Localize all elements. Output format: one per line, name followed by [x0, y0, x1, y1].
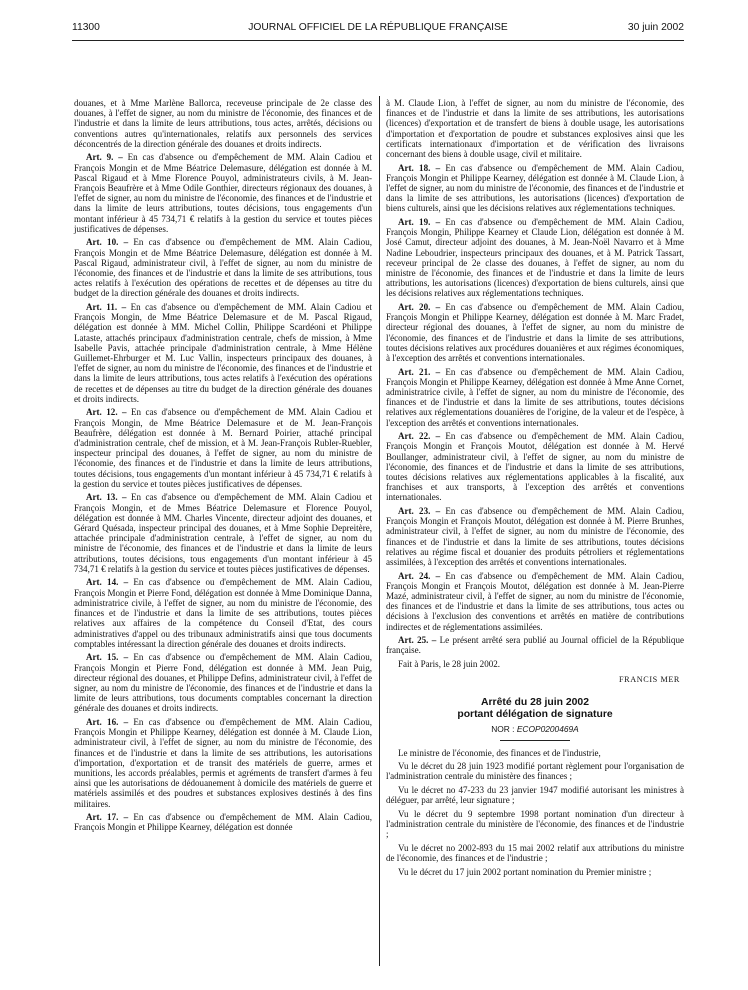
article-paragraph: [386, 635, 684, 655]
header-rule: [72, 40, 684, 41]
journal-title: JOURNAL OFFICIEL DE LA RÉPUBLIQUE FRANÇAISE: [248, 22, 508, 33]
article-text: En cas d'absence ou d'empêchement de MM. Alain Cadiou, François Mongin et Pierre Fond, délégation est donnée à MM. Jean Puig, directeur régional des douanes, et Philippe Defins, administrateur civil, à l'effet de signer, au nom du ministre de l'économie, des finances et de l'industrie et dans la limite de leurs attributions, tous documents comptables concernant la direction générale des douanes et droits indirects.: [74, 652, 372, 714]
article-paragraph: [386, 431, 684, 502]
arrete-paragraph: Le ministre de l'économie, des finances et de l'industrie,: [398, 747, 601, 758]
article-text: Le présent arrêté sera publié au Journal officiel de la République française.: [386, 635, 684, 656]
issue-date: 30 juin 2002: [627, 22, 684, 33]
article-text: En cas d'absence ou d'empêchement de MM. Alain Cadiou et François Mongin, et de Mmes Béatrice Delemasure et Florence Pouyol, délégation est donnée à MM. Charles Vincente, directeur adjoint des douanes, et Gérard Quésada, inspecteur principal des douanes, et à Mme Sophie Depreitère, attachée principale d'administration centrale, à l'effet de signer, au nom du ministre de l'économie, des finances et de l'industrie et dans la limite de leurs attributions, toutes décisions, tous engagements d'un montant inférieur à 45 734,71 € relatifs à la gestion du service et toutes pièces justificatives de dépenses.: [74, 492, 372, 574]
article-paragraph: [386, 302, 684, 363]
title-rule: [500, 740, 570, 741]
nor-label: NOR :: [491, 724, 517, 735]
article-paragraph: [386, 506, 684, 567]
article-text: à M. Claude Lion, à l'effet de signer, au nom du ministre de l'économie, des finances et de l'industrie et dans la limite de ses attributions, les autorisations (licences) d'exportation et de transfert de biens à double usage, les autorisations d'importation et d'exportation de poudre et substances explosives ainsi que les certificats internationaux d'importation et de vérification des livraisons concernant des biens à double usage, civil et militaire.: [386, 98, 684, 160]
article-number: Art. 25. –: [398, 635, 437, 646]
article-text: En cas d'absence ou d'empêchement de MM. Alain Cadiou et François Mongin, de Mme Béatrice Delemasure et de M. Pascal Rigaud, délégation est donnée à MM. Michel Collin, Philippe Scardéoni et Philippe Lataste, attachés principaux d'administration centrale, chefs de mission, à Mme Isabelle Pavis, attachée principale d'administration centrale, à Mme Hélène Guillemet-Ehrburger et M. Luc Vallin, inspecteurs principaux des douanes, à l'effet de signer, au nom du ministre de l'économie, des finances et de l'industrie et dans la limite de leurs attributions, tous actes relatifs à l'exécution des opérations de recettes et de dépenses au titre du budget de la direction générale des douanes et droits indirects.: [74, 302, 372, 404]
article-text: En cas d'absence ou d'empêchement de MM. Alain Cadiou et François Mongin et de Mme Béatrice Delemasure, délégation est donnée à M. Pascal Rigaud et à Mme Florence Pouyol, administrateurs civils, à M. Jean-François Beaufrère et à Mme Odile Gonthier, directeurs régionaux des douanes, à l'effet de signer, au nom du ministre de l'économie, des finances et de l'industrie et dans la limite de leurs attributions, toutes décisions, tous engagements d'un montant inférieur à 45 734,71 € relatifs à la gestion du service et toutes pièces justificatives de dépenses.: [74, 152, 372, 234]
article-paragraph: [74, 407, 372, 489]
arrete-paragraph: Vu le décret no 2002-893 du 15 mai 2002 relatif aux attributions du ministre de l'économie, des finances et de l'industrie ;: [386, 842, 684, 864]
article-number: Art. 15. –: [86, 652, 129, 663]
arrete-paragraph: Vu le décret du 9 septembre 1998 portant nomination d'un directeur à l'administration centrale du ministère de l'économie, des finances et de l'industrie ;: [386, 808, 684, 840]
article-paragraph: [386, 163, 684, 214]
article-text: En cas d'absence ou d'empêchement de MM. Alain Cadiou, François Mongin et François Moutot, délégation est donnée à M. Pierre Brunhes, administrateur civil, à l'effet de signer, au nom du ministre de l'économie, des finances et de l'industrie et dans la limite de ses attributions, toutes décisions relatives au régime fiscal et douanier des produits pétroliers et réglementations assimilées, à l'exception des arrêtés et conventions internationales.: [386, 506, 684, 568]
article-text: En cas d'absence ou d'empêchement de MM. Alain Cadiou, François Mongin et Philippe Kearney, délégation est donnée à M. Claude Lion, administrateur civil, à l'effet de signer, au nom du ministre de l'économie, des finances et de l'industrie et dans la limite de ses attributions, les autorisations d'importation, d'exportation et de transit des matériels de guerre, armes et munitions, les accords préalables, permis et agréments de transfert d'armes à feu ainsi que les autorisations de dédouanement à domicile des matériels de guerre et matériels assimilés et des poudres et substances explosives destinés à des fins militaires.: [74, 716, 372, 809]
signature: FRANCIS MER: [619, 675, 680, 685]
article-number: Art. 9. –: [86, 152, 123, 163]
article-number: Art. 11. –: [86, 302, 127, 313]
article-number: Art. 14. –: [86, 577, 129, 588]
right-column-articles: [386, 98, 684, 656]
article-number: Art. 17. –: [86, 812, 129, 823]
article-paragraph: [74, 652, 372, 713]
article-paragraph: [74, 152, 372, 234]
left-column: [74, 98, 372, 836]
article-text: En cas d'absence ou d'empêchement de MM. Alain Cadiou, François Mongin et Philippe Kearney, délégation est donnée à Mme Anne Cornet, administratrice civile, à l'effet de signer, au nom du ministre de l'économie, des finances et de l'industrie et dans la limite de ses attributions, toutes décisions relatives aux réglementations douanières de l'origine, de la valeur et de l'espèce, à l'exception des arrêtés et conventions internationales.: [386, 366, 684, 428]
article-paragraph: [74, 717, 372, 809]
page-header: [72, 22, 684, 38]
page-number: 11300: [72, 22, 100, 33]
article-text: En cas d'absence ou d'empêchement de MM. Alain Cadiou et François Mongin, de Mme Béatrice Delemasure et de M. Jean-François Beaufrère, délégation est donnée à M. Bernard Poirier, attaché principal d'administration centrale, chef de mission, et à M. Jean-François Rubler-Ruebler, inspecteur principal des douanes, à l'effet de signer, au nom du ministre de l'économie, des finances et de l'industrie et dans la limite de leurs attributions, toutes décisions, tous engagements d'un montant inférieur à 45 734,71 € relatifs à la gestion du service et toutes pièces justificatives de dépenses.: [74, 407, 372, 489]
article-text: En cas d'absence ou d'empêchement de MM. Alain Cadiou, François Mongin et Philippe Kearney, délégation est donnée à M. Claude Lion, à l'effet de signer, au nom du ministre de l'économie, des finances et de l'industrie et dans la limite de ses attributions, les autorisations (licences) d'exportation de biens culturels, ainsi que les décisions relatives aux réglementations techniques.: [386, 162, 684, 214]
arrete-body: [386, 748, 684, 877]
arrete-title-line1: Arrêté du 28 juin 2002: [481, 697, 589, 709]
article-paragraph: [74, 302, 372, 404]
nor-code: ECOP0200469A: [516, 724, 579, 735]
article-number: Art. 22. –: [398, 431, 441, 442]
place-date: Fait à Paris, le 28 juin 2002.: [398, 659, 501, 670]
article-paragraph: [74, 812, 372, 832]
article-number: Art. 20. –: [398, 302, 441, 313]
column-divider: [379, 96, 380, 966]
article-paragraph: [386, 217, 684, 299]
article-number: Art. 16. –: [86, 716, 129, 727]
article-paragraph: [386, 571, 684, 632]
continued-paragraph: [74, 98, 372, 149]
nor-reference: [386, 724, 684, 734]
right-column: [386, 98, 684, 880]
article-text: En cas d'absence ou d'empêchement de MM. Alain Cadiou, François Mongin et Philippe Kearney, délégation est donnée: [74, 812, 372, 833]
arrete-title-line2: portant délégation de signature: [457, 709, 613, 721]
arrete-paragraph: Vu le décret du 17 juin 2002 portant nomination du Premier ministre ;: [398, 866, 652, 877]
continued-paragraph: [386, 98, 684, 159]
article-text: En cas d'absence ou d'empêchement de MM. Alain Cadiou, François Mongin et François Moutot, délégation est donnée à M. Jean-Pierre Mazé, administrateur civil, à l'effet de signer, au nom du ministre de l'économie, des finances et de l'industrie et dans la limite de ses attributions, tous actes ou décisions à l'exclusion des conventions et arrêtés en matière de contributions indirectes et de réglementations assimilées.: [386, 570, 684, 632]
arrete-paragraph: Vu le décret no 47-233 du 23 janvier 1947 modifié autorisant les ministres à déléguer, par arrêté, leur signature ;: [386, 785, 684, 806]
article-text: douanes, et à Mme Marlène Ballorca, receveuse principale de 2e classe des douanes, à l'effet de signer, au nom du ministre de l'économie, des finances et de l'industrie et dans la limite de leurs attributions, tous actes, arrêtés, décisions ou conventions autres qu'internationales, relatifs aux personnels des services déconcentrés de la direction générale des douanes et droits indirects.: [74, 98, 372, 149]
article-number: Art. 24. –: [398, 570, 441, 581]
article-text: En cas d'absence ou d'empêchement de MM. Alain Cadiou, François Mongin et François Moutot, délégation est donnée à M. Hervé Boullanger, administrateur civil, à l'effet de signer, au nom du ministre de l'économie, des finances et de l'industrie et dans la limite de ses attributions, toutes décisions relatives aux réglementations applicables à la fiscalité, aux franchises et aux transports, à l'exception des arrêtés et conventions internationales.: [386, 431, 684, 503]
article-text: En cas d'absence ou d'empêchement de MM. Alain Cadiou, François Mongin et Philippe Kearney, délégation est donnée à M. Marc Fradet, directeur régional des douanes, à l'effet de signer, au nom du ministre de l'économie, des finances et de l'industrie et dans la limite de ses attributions, toutes décisions relatives aux procédures douanières et aux régimes économiques, à l'exception des arrêtés et conventions internationales.: [386, 302, 684, 364]
article-paragraph: [74, 577, 372, 648]
article-number: Art. 10. –: [86, 237, 129, 248]
arrete-paragraph: Vu le décret du 28 juin 1923 modifié portant règlement pour l'organisation de l'administration centrale du ministère des finances ;: [386, 761, 684, 782]
article-number: Art. 18. –: [398, 162, 441, 173]
article-number: Art. 12. –: [86, 407, 127, 418]
article-text: En cas d'absence ou d'empêchement de MM. Alain Cadiou, François Mongin et Pierre Fond, délégation est donnée à Mme Dominique Danna, administratrice civile, à l'effet de signer, au nom du ministre de l'économie, des finances et de l'industrie et dans la limite de ses attributions, toutes pièces relatives aux affaires de la compétence du Conseil d'Etat, des cours administratives d'appel ou des tribunaux administratifs ainsi que tous documents comptables intéressant la direction générale des douanes et droits indirects.: [74, 577, 372, 649]
article-text: En cas d'absence ou d'empêchement de MM. Alain Cadiou, François Mongin et de Mme Béatrice Delemasure, délégation est donnée à M. Pascal Rigaud, administrateur civil, à l'effet de signer, au nom du ministre de l'économie, des finances et de l'industrie et dans la limite de ses attributions, tous actes relatifs à l'exécution des opérations de recettes et de dépenses au titre du budget de la direction générale des douanes et droits indirects.: [74, 237, 372, 299]
article-paragraph: [386, 367, 684, 428]
article-text: En cas d'absence ou d'empêchement de MM. Alain Cadiou, François Mongin, Philippe Kearney et Claude Lion, délégation est donnée à M. José Camut, directeur adjoint des douanes, à M. Jean-Noël Navarro et à Mme Nadine Leboudrier, inspecteurs principaux des douanes, et à M. Patrick Tassart, receveur principal de 2e classe des douanes, à l'effet de signer, au nom du ministre de l'économie, des finances et de l'industrie et dans la limite de leurs attributions, les autorisations (licences) d'exportation de biens culturels, ainsi que les décisions relatives aux réglementations techniques.: [386, 217, 684, 299]
article-number: Art. 23. –: [398, 506, 441, 517]
article-number: Art. 13. –: [86, 492, 127, 503]
article-number: Art. 21. –: [398, 366, 441, 377]
article-paragraph: [74, 492, 372, 574]
article-paragraph: [74, 237, 372, 298]
article-number: Art. 19. –: [398, 217, 441, 228]
